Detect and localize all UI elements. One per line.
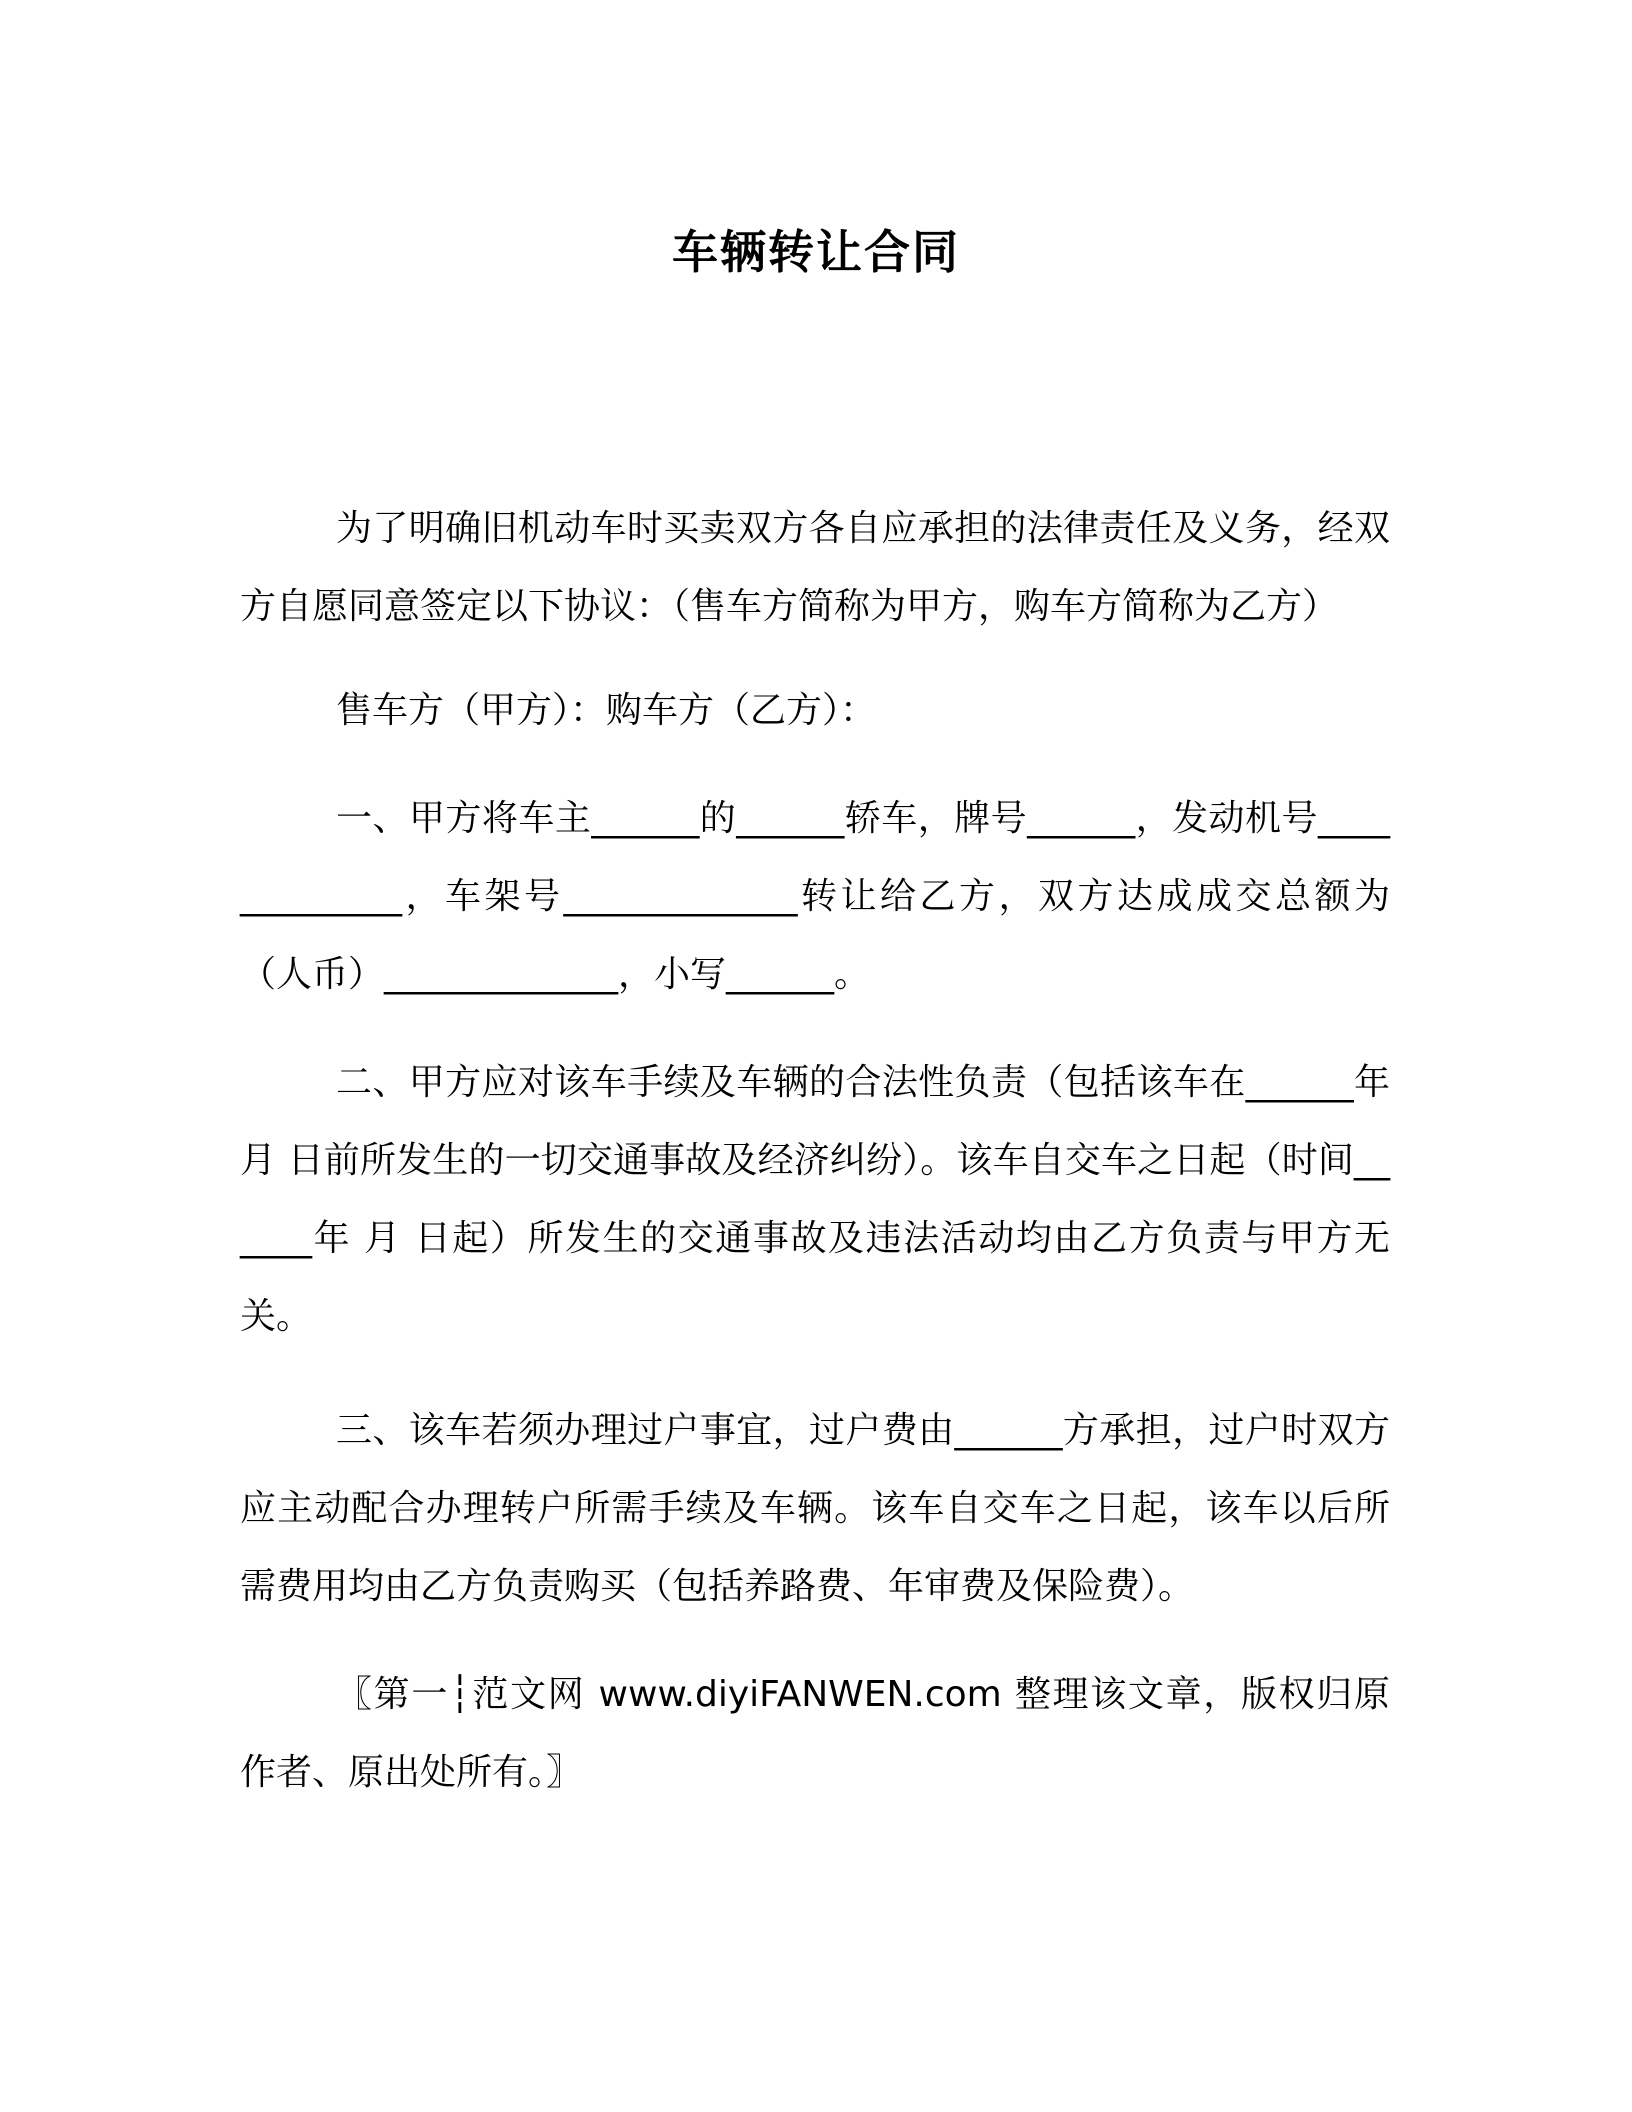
document-body	[240, 490, 1390, 1812]
document-title: 车辆转让合同	[672, 225, 960, 279]
intro-paragraph: 为了明确旧机动车时买卖双方各自应承担的法律责任及义务，经双方自愿同意签定以下协议：（售车方简称为甲方，购车方简称为乙方）	[240, 508, 1390, 627]
source-notice: 〖第一┆范文网 www.diyiFANWEN.com 整理该文章，版权归原作者、原出处所有。〗	[240, 1674, 1390, 1793]
clause-1: 一、甲方将车主______的______轿车，牌号______，发动机号_____________，车架号_____________转让给乙方，双方达成成交总额为（人币）_____________，小写______。	[240, 798, 1390, 995]
clause-2: 二、甲方应对该车手续及车辆的合法性负责（包括该车在______年 月 日前所发生的一切交通事故及经济纠纷）。该车自交车之日起（时间______年 月 日起）所发生的交通事故及违法活动均由乙方负责与甲方无关。	[240, 1062, 1390, 1337]
parties-line: 售车方（甲方）：购车方（乙方）：	[336, 690, 877, 731]
clause-3: 三、该车若须办理过户事宜，过户费由______方承担，过户时双方应主动配合办理转户所需手续及车辆。该车自交车之日起，该车以后所需费用均由乙方负责购买（包括养路费、年审费及保险费）。	[240, 1410, 1390, 1607]
